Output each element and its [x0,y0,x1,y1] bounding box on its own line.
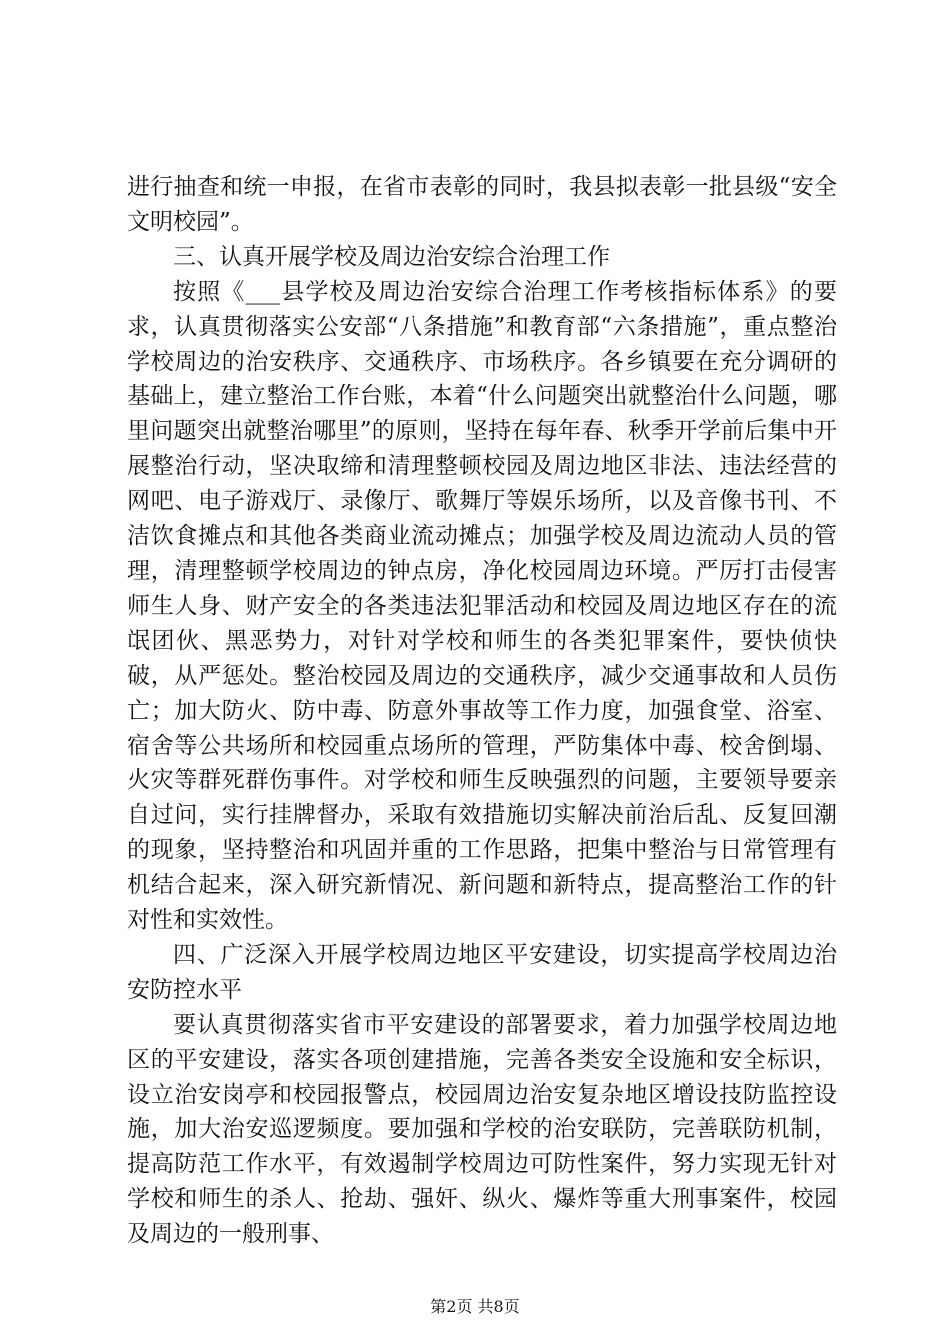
document-body [127,170,837,1252]
section-heading-3: 三、认真开展学校及周边治安综合治理工作 [173,243,610,270]
paragraph-2: 按照《___县学校及周边治安综合治理工作考核指标体系》的要求，认真贯彻落实公安部“八条措施”和教育部“六条措施”，重点整治学校周边的治安秩序、交通秩序、市场秩序。各乡镇要在充分调研的基础上，建立整治工作台账，本着“什么问题突出就整治什么问题，哪里问题突出就整治哪里”的原则，坚持在每年春、秋季开学前后集中开展整治行动，坚决取缔和清理整顿校园及周边地区非法、违法经营的网吧、电子游戏厅、录像厅、歌舞厅等娱乐场所，以及音像书刊、不洁饮食摊点和其他各类商业流动摊点；加强学校及周边流动人员的管理，清理整顿学校周边的钟点房，净化校园周边环境。严厉打击侵害师生人身、财产安全的各类违法犯罪活动和校园及周边地区存在的流氓团伙、黑恶势力，对针对学校和师生的各类犯罪案件，要快侦快破，从严惩处。整治校园及周边的交通秩序，减少交通事故和人员伤亡；加大防火、防中毒、防意外事故等工作力度，加强食堂、浴室、宿舍等公共场所和校园重点场所的管理，严防集体中毒、校舍倒塌、火灾等群死群伤事件。对学校和师生反映强烈的问题，主要领导要亲自过问，实行挂牌督办，采取有效措施切实解决前治后乱、反复回潮的现象，坚持整治和巩固并重的工作思路，把集中整治与日常管理有机结合起来，深入研究新情况、新问题和新特点，提高整治工作的针对性和实效性。 [127,278,837,934]
section-heading-4: 四、广泛深入开展学校周边地区平安建设，切实提高学校周边治安防控水平 [127,941,837,1003]
page-footer: 第2页 共8页 [430,1297,520,1316]
paragraph-3: 要认真贯彻落实省市平安建设的部署要求，着力加强学校周边地区的平安建设，落实各项创建措施，完善各类安全设施和安全标识，设立治安岗亭和校园报警点，校园周边治安复杂地区增设技防监控设施，加大治安巡逻频度。要加强和学校的治安联防，完善联防机制，提高防范工作水平，有效遏制学校周边可防性案件，努力实现无针对学校和师生的杀人、抢劫、强奸、纵火、爆炸等重大刑事案件，校园及周边的一般刑事、 [127,1011,837,1248]
paragraph-1: 进行抽查和统一申报，在省市表彰的同时，我县拟表彰一批县级“安全文明校园”。 [127,174,837,235]
